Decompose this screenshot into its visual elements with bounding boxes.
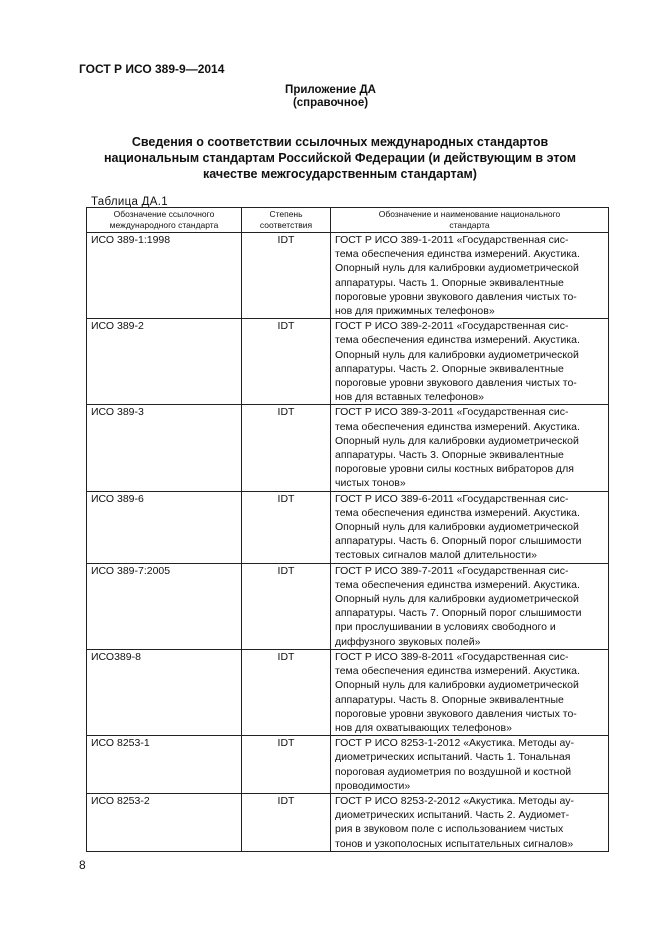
header-line: Обозначение ссылочного	[113, 209, 215, 219]
national-standard-line: ГОСТ Р ИСО 389-8-2011 «Государственная сис-	[335, 650, 569, 663]
header-line: стандарта	[449, 219, 490, 230]
table-body	[87, 233, 609, 852]
national-standard-line: тема обеспечения единства измерений. Акустика.	[335, 334, 580, 347]
national-standard-line: аппаратуры. Часть 8. Опорные эквивалентные	[335, 693, 564, 706]
international-standard-cell: ИСО 389-6	[87, 491, 242, 563]
national-standard-line: аппаратуры. Часть 3. Опорные эквивалентные	[335, 449, 564, 462]
national-standard-line: ГОСТ Р ИСО 389-3-2011 «Государственная сис-	[335, 406, 569, 419]
table-row	[87, 649, 609, 735]
header-line: Степень	[269, 209, 303, 219]
national-standard-line: тема обеспечения единства измерений. Акустика.	[335, 420, 580, 433]
national-standard-line: аппаратуры. Часть 6. Опорный порог слышимости	[335, 535, 582, 548]
national-standard-line: ГОСТ Р ИСО 389-6-2011 «Государственная сис-	[335, 492, 569, 505]
international-standard-cell: ИСО 389-7:2005	[87, 563, 242, 649]
national-standard-cell	[331, 319, 609, 405]
national-standard-cell	[331, 793, 609, 851]
section-title-line: национальным стандартам Российской Федерации (и действующим в этом	[103, 151, 576, 165]
degree-cell: IDT	[242, 233, 331, 319]
national-standard-line: тема обеспечения единства измерений. Акустика.	[335, 248, 580, 261]
national-standard-cell	[331, 405, 609, 491]
header-line: соответствия	[259, 219, 313, 230]
degree-cell: IDT	[242, 649, 331, 735]
national-standard-line: Опорный нуль для калибровки аудиометрической	[335, 262, 579, 275]
appendix-subtitle: (справочное)	[292, 97, 369, 109]
national-standard-line: нов для прижимных телефонов»	[335, 305, 495, 318]
national-standard-line: Опорный нуль для калибровки аудиометрической	[335, 593, 579, 606]
document-code-header: ГОСТ Р ИСО 389-9—2014	[79, 62, 225, 76]
national-standard-line: ГОСТ Р ИСО 8253-2-2012 «Акустика. Методы ау-	[335, 794, 575, 807]
table-row	[87, 491, 609, 563]
national-standard-line: пороговая аудиометрия по воздушной и костной	[335, 765, 572, 778]
section-title-line: качестве межгосударственным стандартам)	[203, 167, 477, 181]
degree-cell: IDT	[242, 319, 331, 405]
national-standard-line: аппаратуры. Часть 7. Опорный порог слышимости	[335, 607, 582, 620]
section-title-line: Сведения о соответствии ссылочных международных стандартов	[131, 135, 549, 149]
header-national-standard	[331, 208, 609, 233]
national-standard-line: ГОСТ Р ИСО 8253-1-2012 «Акустика. Методы ау-	[335, 737, 575, 750]
table-row	[87, 319, 609, 405]
international-standard-cell: ИСО 389-2	[87, 319, 242, 405]
table-row	[87, 405, 609, 491]
national-standard-line: тонов и узкополосных испытательных сигналов»	[335, 837, 574, 850]
national-standard-line: при прослушивании в условиях свободного и	[335, 621, 556, 634]
table-row	[87, 736, 609, 794]
table-row	[87, 233, 609, 319]
national-standard-line: Опорный нуль для калибровки аудиометрической	[335, 521, 579, 534]
table-row	[87, 793, 609, 851]
header-international-standard	[87, 208, 242, 233]
national-standard-line: пороговые уровни звукового давления чистых то-	[335, 377, 577, 390]
header-degree	[242, 208, 331, 233]
table-row	[87, 563, 609, 649]
table-header-row	[87, 208, 609, 233]
national-standard-cell	[331, 563, 609, 649]
international-standard-cell: ИСО 8253-2	[87, 793, 242, 851]
national-standard-line: тема обеспечения единства измерений. Акустика.	[335, 506, 580, 519]
national-standard-cell	[331, 736, 609, 794]
correspondence-table	[86, 207, 609, 852]
degree-cell: IDT	[242, 491, 331, 563]
international-standard-cell: ИСО 8253-1	[87, 736, 242, 794]
international-standard-cell: ИСО 389-1:1998	[87, 233, 242, 319]
international-standard-cell: ИСО 389-3	[87, 405, 242, 491]
national-standard-line: Опорный нуль для калибровки аудиометрической	[335, 434, 579, 447]
national-standard-line: пороговые уровни силы костных вибраторов для	[335, 463, 574, 476]
section-title	[60, 134, 620, 182]
header-line: международного стандарта	[109, 219, 219, 230]
national-standard-line: Опорный нуль для калибровки аудиометрической	[335, 348, 579, 361]
header-line: Обозначение и наименование национального	[378, 209, 561, 219]
degree-cell: IDT	[242, 405, 331, 491]
international-standard-cell: ИСО389-8	[87, 649, 242, 735]
national-standard-line: ГОСТ Р ИСО 389-7-2011 «Государственная сис-	[335, 564, 569, 577]
appendix-title: Приложение ДА	[285, 84, 376, 96]
page-number: 8	[79, 858, 86, 872]
national-standard-line: диометрических испытаний. Часть 1. Тональная	[335, 751, 571, 764]
national-standard-line: аппаратуры. Часть 2. Опорные эквивалентные	[335, 362, 564, 375]
degree-cell: IDT	[242, 563, 331, 649]
national-standard-line: тестовых сигналов малой длительности»	[335, 549, 537, 562]
national-standard-line: тема обеспечения единства измерений. Акустика.	[335, 578, 580, 591]
national-standard-line: проводимости»	[335, 779, 411, 792]
national-standard-line: пороговые уровни звукового давления чистых то-	[335, 290, 577, 303]
national-standard-line: тема обеспечения единства измерений. Акустика.	[335, 665, 580, 678]
national-standard-line: диффузного звуковых полей»	[335, 635, 481, 648]
table-caption: Таблица ДА.1	[91, 196, 168, 208]
national-standard-cell	[331, 649, 609, 735]
national-standard-line: чистых тонов»	[335, 477, 406, 490]
national-standard-cell	[331, 491, 609, 563]
degree-cell: IDT	[242, 793, 331, 851]
national-standard-line: ГОСТ Р ИСО 389-1-2011 «Государственная сис-	[335, 234, 569, 246]
national-standard-line: Опорный нуль для калибровки аудиометрической	[335, 679, 579, 692]
national-standard-line: рия в звуковом поле с использованием чистых	[335, 823, 564, 836]
national-standard-line: ГОСТ Р ИСО 389-2-2011 «Государственная сис-	[335, 320, 569, 333]
national-standard-cell	[331, 233, 609, 319]
national-standard-line: аппаратуры. Часть 1. Опорные эквивалентные	[335, 276, 564, 289]
national-standard-line: пороговые уровни звукового давления чистых то-	[335, 707, 577, 720]
national-standard-line: нов для вставных телефонов»	[335, 391, 485, 404]
degree-cell: IDT	[242, 736, 331, 794]
national-standard-line: нов для охватывающих телефонов»	[335, 721, 512, 734]
national-standard-line: диометрических испытаний. Часть 2. Аудиомет-	[335, 809, 570, 822]
